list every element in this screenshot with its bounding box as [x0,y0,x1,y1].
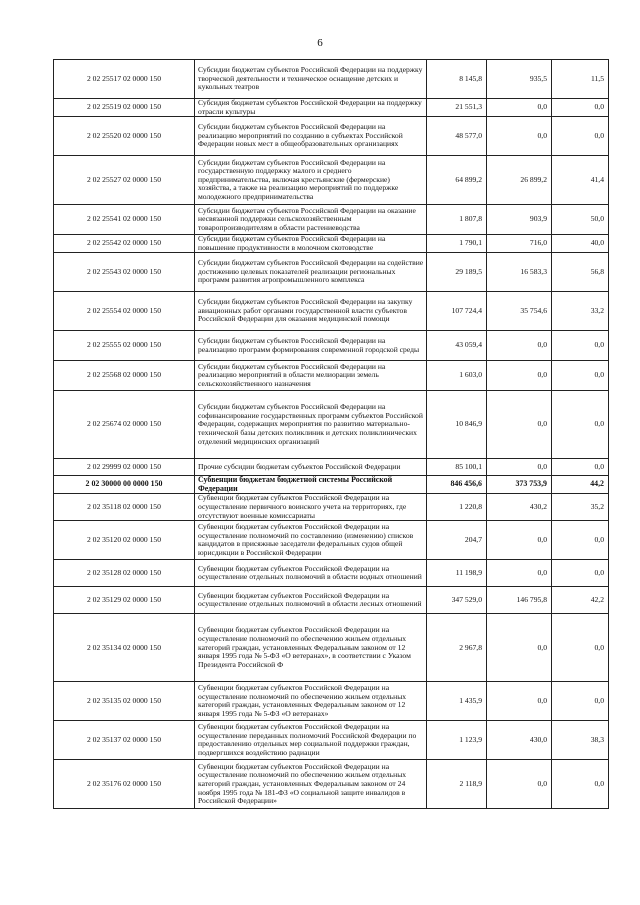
actual-amount-cell: 0,0 [487,391,552,459]
plan-amount-cell: 2 967,8 [427,614,487,682]
table-row [54,682,609,721]
description-cell: Субсидии бюджетам субъектов Российской Федерации на реализацию мероприятий в области мелиорации земель сельскохозяйственного назначения [195,361,427,391]
percent-cell: 0,0 [552,117,609,156]
code-cell: 2 02 25543 02 0000 150 [54,253,195,292]
plan-amount-cell: 1 790,1 [427,235,487,253]
table-row [54,521,609,560]
percent-cell: 40,0 [552,235,609,253]
percent-cell: 41,4 [552,156,609,205]
percent-cell: 0,0 [552,614,609,682]
actual-amount-cell: 0,0 [487,331,552,361]
code-cell: 2 02 35120 02 0000 150 [54,521,195,560]
table-row [54,391,609,459]
plan-amount-cell: 846 456,6 [427,476,487,494]
actual-amount-cell: 0,0 [487,614,552,682]
percent-cell: 38,3 [552,721,609,760]
actual-amount-cell: 146 795,8 [487,587,552,614]
description-cell: Субвенции бюджетам субъектов Российской Федерации на осуществление отдельных полномочий в области водных отношений [195,560,427,587]
description-cell: Прочие субсидии бюджетам субъектов Российской Федерации [195,459,427,476]
table-row [54,235,609,253]
table-row [54,99,609,117]
page-number: 6 [317,37,323,49]
percent-cell: 11,5 [552,60,609,99]
plan-amount-cell: 107 724,4 [427,292,487,331]
plan-amount-cell: 1 123,9 [427,721,487,760]
description-cell: Субвенции бюджетам субъектов Российской Федерации на осуществление полномочий по обеспечению жильем отдельных категорий граждан, установленных Федеральным законом от 12 января 1995 года № 5-ФЗ «О ветеранах» [195,682,427,721]
description-cell: Субвенции бюджетам субъектов Российской Федерации на осуществление отдельных полномочий в области лесных отношений [195,587,427,614]
actual-amount-cell: 0,0 [487,682,552,721]
table-row [54,614,609,682]
description-cell: Субвенции бюджетам субъектов Российской Федерации на осуществление полномочий по обеспечению жильем отдельных категорий граждан, установленных Федеральным законом от 12 января 1995 года № 5-ФЗ «О ветеранах», в соответствии с Указом Президента Российской Ф [195,614,427,682]
plan-amount-cell: 1 220,8 [427,494,487,521]
plan-amount-cell: 1 807,8 [427,205,487,235]
description-cell: Субвенции бюджетам бюджетной системы Российской Федерации [195,476,427,494]
percent-cell: 0,0 [552,391,609,459]
code-cell: 2 02 25568 02 0000 150 [54,361,195,391]
plan-amount-cell: 1 603,0 [427,361,487,391]
code-cell: 2 02 25542 02 0000 150 [54,235,195,253]
actual-amount-cell: 903,9 [487,205,552,235]
plan-amount-cell: 29 189,5 [427,253,487,292]
code-cell: 2 02 35134 02 0000 150 [54,614,195,682]
table-row [54,292,609,331]
code-cell: 2 02 30000 00 0000 150 [54,476,195,494]
actual-amount-cell: 0,0 [487,760,552,809]
description-cell: Субсидии бюджетам субъектов Российской Федерации на повышение продуктивности в молочном скотоводстве [195,235,427,253]
actual-amount-cell: 430,0 [487,721,552,760]
actual-amount-cell: 0,0 [487,521,552,560]
percent-cell: 56,8 [552,253,609,292]
percent-cell: 0,0 [552,560,609,587]
actual-amount-cell: 0,0 [487,459,552,476]
description-cell: Субсидия бюджетам субъектов Российской Федерации на поддержку отрасли культуры [195,99,427,117]
code-cell: 2 02 35135 02 0000 150 [54,682,195,721]
actual-amount-cell: 0,0 [487,99,552,117]
plan-amount-cell: 347 529,0 [427,587,487,614]
percent-cell: 0,0 [552,99,609,117]
plan-amount-cell: 21 551,3 [427,99,487,117]
description-cell: Субвенции бюджетам субъектов Российской Федерации на осуществление полномочий по составлению (изменению) списков кандидатов в присяжные заседатели федеральных судов общей юрисдикции в Российской Федерации [195,521,427,560]
code-cell: 2 02 35128 02 0000 150 [54,560,195,587]
actual-amount-cell: 16 583,3 [487,253,552,292]
table-row [54,760,609,809]
plan-amount-cell: 10 846,9 [427,391,487,459]
actual-amount-cell: 935,5 [487,60,552,99]
percent-cell: 0,0 [552,361,609,391]
percent-cell: 44,2 [552,476,609,494]
actual-amount-cell: 430,2 [487,494,552,521]
code-cell: 2 02 25554 02 0000 150 [54,292,195,331]
table-row [54,117,609,156]
revenue-table-body [54,60,609,809]
description-cell: Субвенции бюджетам субъектов Российской Федерации на осуществление первичного воинского учета на территориях, где отсутствуют военные комиссариаты [195,494,427,521]
description-cell: Субсидии бюджетам субъектов Российской Федерации на закупку авиационных работ органами государственной власти субъектов Российской Федерации для оказания медицинской помощи [195,292,427,331]
table-row [54,331,609,361]
actual-amount-cell: 0,0 [487,560,552,587]
table-row [54,156,609,205]
code-cell: 2 02 25555 02 0000 150 [54,331,195,361]
description-cell: Субвенции бюджетам субъектов Российской Федерации на осуществление полномочий по обеспечению жильем отдельных категорий граждан, установленных Федеральным законом от 24 ноября 1995 года № 181-ФЗ «О социальной защите инвалидов в Российской Федерации» [195,760,427,809]
plan-amount-cell: 48 577,0 [427,117,487,156]
percent-cell: 42,2 [552,587,609,614]
plan-amount-cell: 2 118,9 [427,760,487,809]
plan-amount-cell: 85 100,1 [427,459,487,476]
table-row [54,560,609,587]
table-row [54,721,609,760]
description-cell: Субсидии бюджетам субъектов Российской Федерации на поддержку творческой деятельности и техническое оснащение детских и кукольных театров [195,60,427,99]
description-cell: Субсидии бюджетам субъектов Российской Федерации на софинансирование государственных программ субъектов Российской Федерации, содержащих мероприятия по развитию материально-технической базы детских поликлиник и детских поликлинических отделений медицинских организаций [195,391,427,459]
table-row [54,459,609,476]
percent-cell: 0,0 [552,682,609,721]
actual-amount-cell: 373 753,9 [487,476,552,494]
table-row [54,205,609,235]
plan-amount-cell: 204,7 [427,521,487,560]
code-cell: 2 02 25541 02 0000 150 [54,205,195,235]
table-row [54,60,609,99]
description-cell: Субсидии бюджетам субъектов Российской Федерации на реализацию программ формирования современной городской среды [195,331,427,361]
percent-cell: 50,0 [552,205,609,235]
code-cell: 2 02 35118 02 0000 150 [54,494,195,521]
table-row [54,494,609,521]
table-row [54,253,609,292]
percent-cell: 35,2 [552,494,609,521]
table-row [54,361,609,391]
plan-amount-cell: 64 899,2 [427,156,487,205]
plan-amount-cell: 43 059,4 [427,331,487,361]
code-cell: 2 02 29999 02 0000 150 [54,459,195,476]
actual-amount-cell: 716,0 [487,235,552,253]
percent-cell: 0,0 [552,521,609,560]
percent-cell: 0,0 [552,331,609,361]
description-cell: Субсидии бюджетам субъектов Российской Федерации на государственную поддержку малого и среднего предпринимательства, включая крестьянские (фермерские) хозяйства, а также на реализацию мероприятий по поддержке молодежного предпринимательства [195,156,427,205]
percent-cell: 0,0 [552,459,609,476]
actual-amount-cell: 26 899,2 [487,156,552,205]
code-cell: 2 02 35137 02 0000 150 [54,721,195,760]
description-cell: Субвенции бюджетам субъектов Российской Федерации на осуществление переданных полномочий Российской Федерации по предоставлению отдельных мер социальной поддержки граждан, подвергшихся воздействию радиации [195,721,427,760]
percent-cell: 33,2 [552,292,609,331]
code-cell: 2 02 25519 02 0000 150 [54,99,195,117]
code-cell: 2 02 35129 02 0000 150 [54,587,195,614]
description-cell: Субсидии бюджетам субъектов Российской Федерации на содействие достижению целевых показателей реализации региональных программ развития агропромышленного комплекса [195,253,427,292]
percent-cell: 0,0 [552,760,609,809]
plan-amount-cell: 8 145,8 [427,60,487,99]
code-cell: 2 02 35176 02 0000 150 [54,760,195,809]
code-cell: 2 02 25527 02 0000 150 [54,156,195,205]
table-row [54,587,609,614]
description-cell: Субсидии бюджетам субъектов Российской Федерации на оказание несвязанной поддержки сельскохозяйственным товаропроизводителям в области растениеводства [195,205,427,235]
actual-amount-cell: 35 754,6 [487,292,552,331]
revenue-table [53,59,609,809]
description-cell: Субсидии бюджетам субъектов Российской Федерации на реализацию мероприятий по созданию в субъектах Российской Федерации новых мест в общеобразовательных организациях [195,117,427,156]
plan-amount-cell: 11 198,9 [427,560,487,587]
actual-amount-cell: 0,0 [487,117,552,156]
code-cell: 2 02 25517 02 0000 150 [54,60,195,99]
table-row [54,476,609,494]
actual-amount-cell: 0,0 [487,361,552,391]
code-cell: 2 02 25520 02 0000 150 [54,117,195,156]
plan-amount-cell: 1 435,9 [427,682,487,721]
code-cell: 2 02 25674 02 0000 150 [54,391,195,459]
